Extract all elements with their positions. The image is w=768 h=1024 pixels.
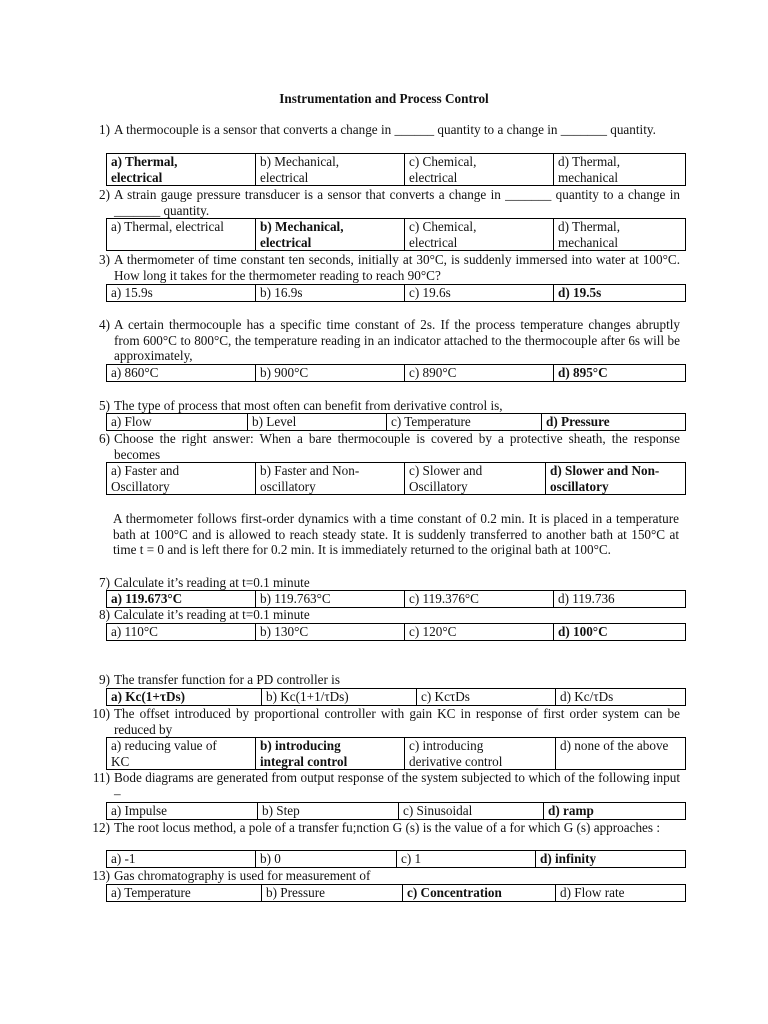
option-a: a) 110°C xyxy=(107,624,256,641)
question-number: 7) xyxy=(99,575,110,590)
option-c: c) 119.376°C xyxy=(405,591,554,608)
option-a: a) Flow xyxy=(107,414,248,431)
question-number: 3) xyxy=(99,252,110,267)
question-8 xyxy=(88,607,680,623)
option-a: a) reducing value of KC xyxy=(107,738,256,770)
question-12 xyxy=(88,820,680,836)
option-b: b) introducing integral control xyxy=(256,738,405,770)
question-6 xyxy=(88,431,680,462)
option-a: a) Impulse xyxy=(107,803,258,820)
question-text: The type of process that most often can benefit from derivative control is, xyxy=(114,398,503,413)
question-5 xyxy=(88,398,680,414)
options-table-1 xyxy=(106,153,686,186)
document-title: Instrumentation and Process Control xyxy=(279,91,489,106)
options-table-3 xyxy=(106,284,686,302)
option-c: c) Concentration xyxy=(403,885,556,902)
option-d: d) Pressure xyxy=(542,414,686,431)
question-text: Bode diagrams are generated from output response of the system subjected to which of the following input – xyxy=(114,770,680,801)
question-text: A certain thermocouple has a specific time constant of 2s. If the process temperature changes abruptly from 600°C to 800°C, the temperature reading in an indicator attached to the thermocouple after 6s will be approximately, xyxy=(114,317,680,363)
option-a: a) -1 xyxy=(107,851,256,868)
option-c: c) Temperature xyxy=(387,414,542,431)
option-b: b) Faster and Non- oscillatory xyxy=(256,463,405,495)
option-c: c) 19.6s xyxy=(405,285,554,302)
question-4 xyxy=(88,317,680,364)
option-c: c) KcτDs xyxy=(417,689,556,706)
options-table-13 xyxy=(106,884,686,902)
option-b: b) 119.763°C xyxy=(256,591,405,608)
question-number: 9) xyxy=(99,672,110,687)
question-11 xyxy=(88,770,680,801)
option-c: c) introducing derivative control xyxy=(405,738,556,770)
option-c: c) Slower and Oscillatory xyxy=(405,463,546,495)
option-a: a) 860°C xyxy=(107,365,256,382)
option-b: b) 0 xyxy=(256,851,397,868)
problem-statement: A thermometer follows first-order dynamics with a time constant of 0.2 min. It is placed in a temperature bath at 100°C and is allowed to reach steady state. It is suddenly transferred to another bath at 150°C at time t = 0 and is left there for 0.2 min. It is immediately returned to the original bath at 100°C. xyxy=(113,511,679,557)
option-b: b) 900°C xyxy=(256,365,405,382)
options-table-5 xyxy=(106,413,686,431)
option-b: b) Mechanical, electrical xyxy=(256,154,405,186)
question-text: The root locus method, a pole of a transfer fu;nction G (s) is the value of a for which G (s) approaches : xyxy=(114,820,661,835)
option-d: d) Thermal, mechanical xyxy=(554,154,686,186)
option-c: c) 120°C xyxy=(405,624,554,641)
option-a: a) 119.673°C xyxy=(107,591,256,608)
options-table-10 xyxy=(106,737,686,770)
question-number: 5) xyxy=(99,398,110,413)
option-a: a) Kc(1+τDs) xyxy=(107,689,262,706)
option-a: a) Temperature xyxy=(107,885,262,902)
question-text: Choose the right answer: When a bare thermocouple is covered by a protective sheath, the response becomes xyxy=(114,431,680,462)
option-c: c) 890°C xyxy=(405,365,554,382)
options-table-7 xyxy=(106,590,686,608)
option-d: d) 119.736 xyxy=(554,591,686,608)
options-table-11 xyxy=(106,802,686,820)
options-table-9 xyxy=(106,688,686,706)
option-c: c) Chemical, electrical xyxy=(405,154,554,186)
option-a: a) Thermal, electrical xyxy=(107,154,256,186)
question-number: 13) xyxy=(92,868,110,883)
option-c: c) 1 xyxy=(397,851,536,868)
option-b: b) 16.9s xyxy=(256,285,405,302)
question-7 xyxy=(88,575,680,591)
option-d: d) 19.5s xyxy=(554,285,686,302)
question-number: 11) xyxy=(92,770,110,785)
option-a: a) Thermal, electrical xyxy=(107,219,256,251)
question-9 xyxy=(88,672,680,688)
question-text: A strain gauge pressure transducer is a sensor that converts a change in _______ quantity to a change in _______ quantity. xyxy=(114,187,680,218)
option-c: c) Chemical, electrical xyxy=(405,219,554,251)
question-number: 1) xyxy=(99,122,110,137)
option-d: d) Thermal, mechanical xyxy=(554,219,686,251)
question-text: A thermocouple is a sensor that converts a change in ______ quantity to a change in _______ quantity. xyxy=(114,122,656,137)
option-d: d) 100°C xyxy=(554,624,686,641)
option-d: d) ramp xyxy=(544,803,686,820)
question-number: 8) xyxy=(99,607,110,622)
options-table-4 xyxy=(106,364,686,382)
question-number: 10) xyxy=(92,706,110,721)
option-c: c) Sinusoidal xyxy=(399,803,544,820)
options-table-8 xyxy=(106,623,686,641)
options-table-2 xyxy=(106,218,686,251)
question-text: A thermometer of time constant ten seconds, initially at 30°C, is suddenly immersed into water at 100°C. How long it takes for the thermometer reading to reach 90°C? xyxy=(114,252,680,283)
option-b: b) Mechanical, electrical xyxy=(256,219,405,251)
question-2 xyxy=(88,187,680,218)
question-text: The offset introduced by proportional controller with gain KC in response of first order system can be reduced by xyxy=(114,706,680,737)
option-a: a) Faster and Oscillatory xyxy=(107,463,256,495)
option-d: d) infinity xyxy=(536,851,686,868)
option-d: d) none of the above xyxy=(556,738,686,770)
question-number: 4) xyxy=(99,317,110,332)
question-text: Gas chromatography is used for measurement of xyxy=(114,868,371,883)
option-b: b) Kc(1+1/τDs) xyxy=(262,689,417,706)
option-b: b) Pressure xyxy=(262,885,403,902)
question-text: The transfer function for a PD controller is xyxy=(114,672,340,687)
options-table-6 xyxy=(106,462,686,495)
question-1 xyxy=(88,122,680,138)
question-10 xyxy=(88,706,680,737)
option-d: d) 895°C xyxy=(554,365,686,382)
option-b: b) Level xyxy=(248,414,387,431)
question-text: Calculate it’s reading at t=0.1 minute xyxy=(114,607,310,622)
option-d: d) Kc/τDs xyxy=(556,689,686,706)
option-b: b) 130°C xyxy=(256,624,405,641)
option-d: d) Flow rate xyxy=(556,885,686,902)
question-number: 2) xyxy=(99,187,110,202)
options-table-12 xyxy=(106,850,686,868)
option-b: b) Step xyxy=(258,803,399,820)
option-a: a) 15.9s xyxy=(107,285,256,302)
option-d: d) Slower and Non- oscillatory xyxy=(546,463,686,495)
question-number: 12) xyxy=(92,820,110,835)
question-number: 6) xyxy=(99,431,110,446)
question-text: Calculate it’s reading at t=0.1 minute xyxy=(114,575,310,590)
question-13 xyxy=(88,868,680,884)
question-3 xyxy=(88,252,680,283)
